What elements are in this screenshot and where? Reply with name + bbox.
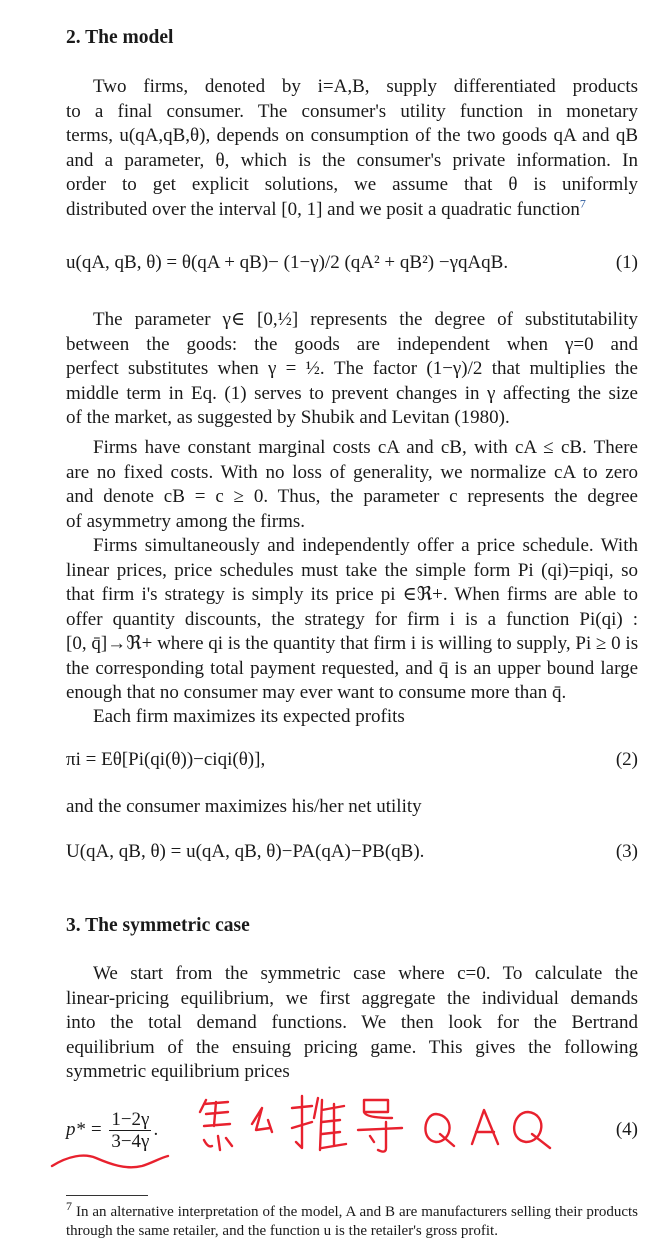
text-line: terms, u(qA,qB,θ), depends on consumption of the two goods qA and qB: [66, 125, 638, 146]
text-line: of asymmetry among the firms.: [66, 510, 306, 532]
fraction-denominator: 3−4γ: [111, 1130, 150, 1152]
text-line: Each firm maximizes its expected profits: [93, 706, 405, 727]
text-line: offer quantity discounts, the strategy for firm i is a function Pi(qi) :: [66, 608, 638, 630]
section-2-paragraph-1: [66, 75, 638, 222]
text-line: symmetric equilibrium prices: [66, 1061, 290, 1082]
section-3-paragraph-1: [66, 962, 638, 1085]
equation-3-number: (3): [615, 840, 638, 862]
section-3-heading: 3. The symmetric case: [66, 915, 250, 936]
footnote-text: In an alternative interpretation of the model, A and B are manufacturers selling their products through the same retailer, and the function u is the retailer's gross profit.: [66, 1204, 639, 1239]
text-line: middle term in Eq. (1) serves to prevent changes in γ affecting the size: [66, 382, 638, 404]
equation-3: [66, 832, 638, 872]
equation-3-body: U(qA, qB, θ) = u(qA, qB, θ)−PA(qA)−PB(qB).: [66, 840, 425, 862]
section-2-paragraph-3: [66, 436, 638, 534]
section-2-paragraph-2: [66, 308, 638, 431]
text-line: of the market, as suggested by Shubik and Levitan (1980).: [66, 407, 510, 428]
text-line: between the goods: the goods are independent when γ=0 and: [66, 333, 638, 355]
text-line: into the total demand functions. We then look for the Bertrand: [66, 1012, 638, 1033]
text-line: and a parameter, θ, which is the consumer's private information. In: [66, 149, 638, 171]
footnote-ref[interactable]: 7: [579, 196, 586, 211]
equation-2-body: πi = Eθ[Pi(qi(θ))−ciqi(θ)],: [66, 748, 266, 770]
text-line: Firms simultaneously and independently offer a price schedule. With: [93, 535, 638, 556]
text-line: The parameter γ∈ [0,½] represents the degree of substitutability: [93, 309, 638, 330]
text-line: distributed over the interval [0, 1] and we posit a quadratic function$^7$: [66, 196, 586, 220]
equation-4-body: p* = $\frac{1-2\gamma}{3-4\gamma}$ .: [66, 1108, 159, 1152]
text-line: linear-pricing equilibrium, we first aggregate the individual demands: [66, 987, 638, 1009]
equation-4-fraction: [109, 1109, 151, 1152]
fraction-numerator: 1−2γ: [111, 1108, 150, 1130]
text-line: order to get explicit solutions, we assume that θ is uniformly: [66, 174, 638, 195]
text-line: and denote cB = c ≥ 0. Thus, the parameter c represents the degree: [66, 486, 638, 507]
equation-4-number: (4): [615, 1118, 638, 1140]
text-line: Two firms, denoted by i=A,B, supply differentiated products: [93, 76, 638, 97]
text-line: We start from the symmetric case where c=0. To calculate the: [93, 963, 638, 984]
equation-4: [66, 1105, 638, 1155]
section-2-paragraph-6: [66, 795, 638, 820]
text-line: linear prices, price schedules must take the simple form Pi (qi)=piqi, so: [66, 559, 638, 581]
section-2-paragraph-5: [66, 705, 638, 730]
text-line: the corresponding total payment requested, and q̄ is an upper bound large: [66, 657, 638, 679]
section-2-paragraph-4: [66, 534, 638, 706]
handwritten-underline: [52, 1156, 168, 1168]
equation-2-number: (2): [615, 748, 638, 770]
equation-1-body: u(qA, qB, θ) = θ(qA + qB)− (1−γ)/2 (qA² + qB²) −γqAqB.: [66, 251, 509, 273]
equation-4-lhs: p* =: [66, 1118, 103, 1140]
text-line: equilibrium of the ensuing pricing game. This gives the following: [66, 1036, 638, 1058]
text-line: Firms have constant marginal costs cA and cB, with cA ≤ cB. There: [93, 437, 638, 458]
text-line: are no fixed costs. With no loss of generality, we normalize cA to zero: [66, 461, 638, 483]
footnote-mark: 7: [66, 1199, 72, 1213]
text-line: perfect substitutes when γ = ½. The factor (1−γ)/2 that multiplies the: [66, 358, 638, 379]
section-2-heading: 2. The model: [66, 27, 174, 48]
text-line: [0, q̄]→ℜ+ where qi is the quantity that firm i is willing to supply, Pi ≥ 0 is: [66, 633, 639, 654]
footnote-7: [66, 1199, 639, 1241]
text-line: enough that no consumer may ever want to consume more than q̄.: [66, 682, 567, 703]
equation-1-number: (1): [615, 251, 638, 273]
equation-2: [66, 740, 638, 780]
equation-1: [66, 243, 638, 283]
text-line: that firm i's strategy is simply its price pi ∈ℜ+. When firms are able to: [66, 584, 638, 605]
text-line: to a final consumer. The consumer's utility function in monetary: [66, 100, 638, 122]
footnote-divider: [66, 1195, 148, 1196]
text-line: and the consumer maximizes his/her net utility: [66, 796, 422, 817]
